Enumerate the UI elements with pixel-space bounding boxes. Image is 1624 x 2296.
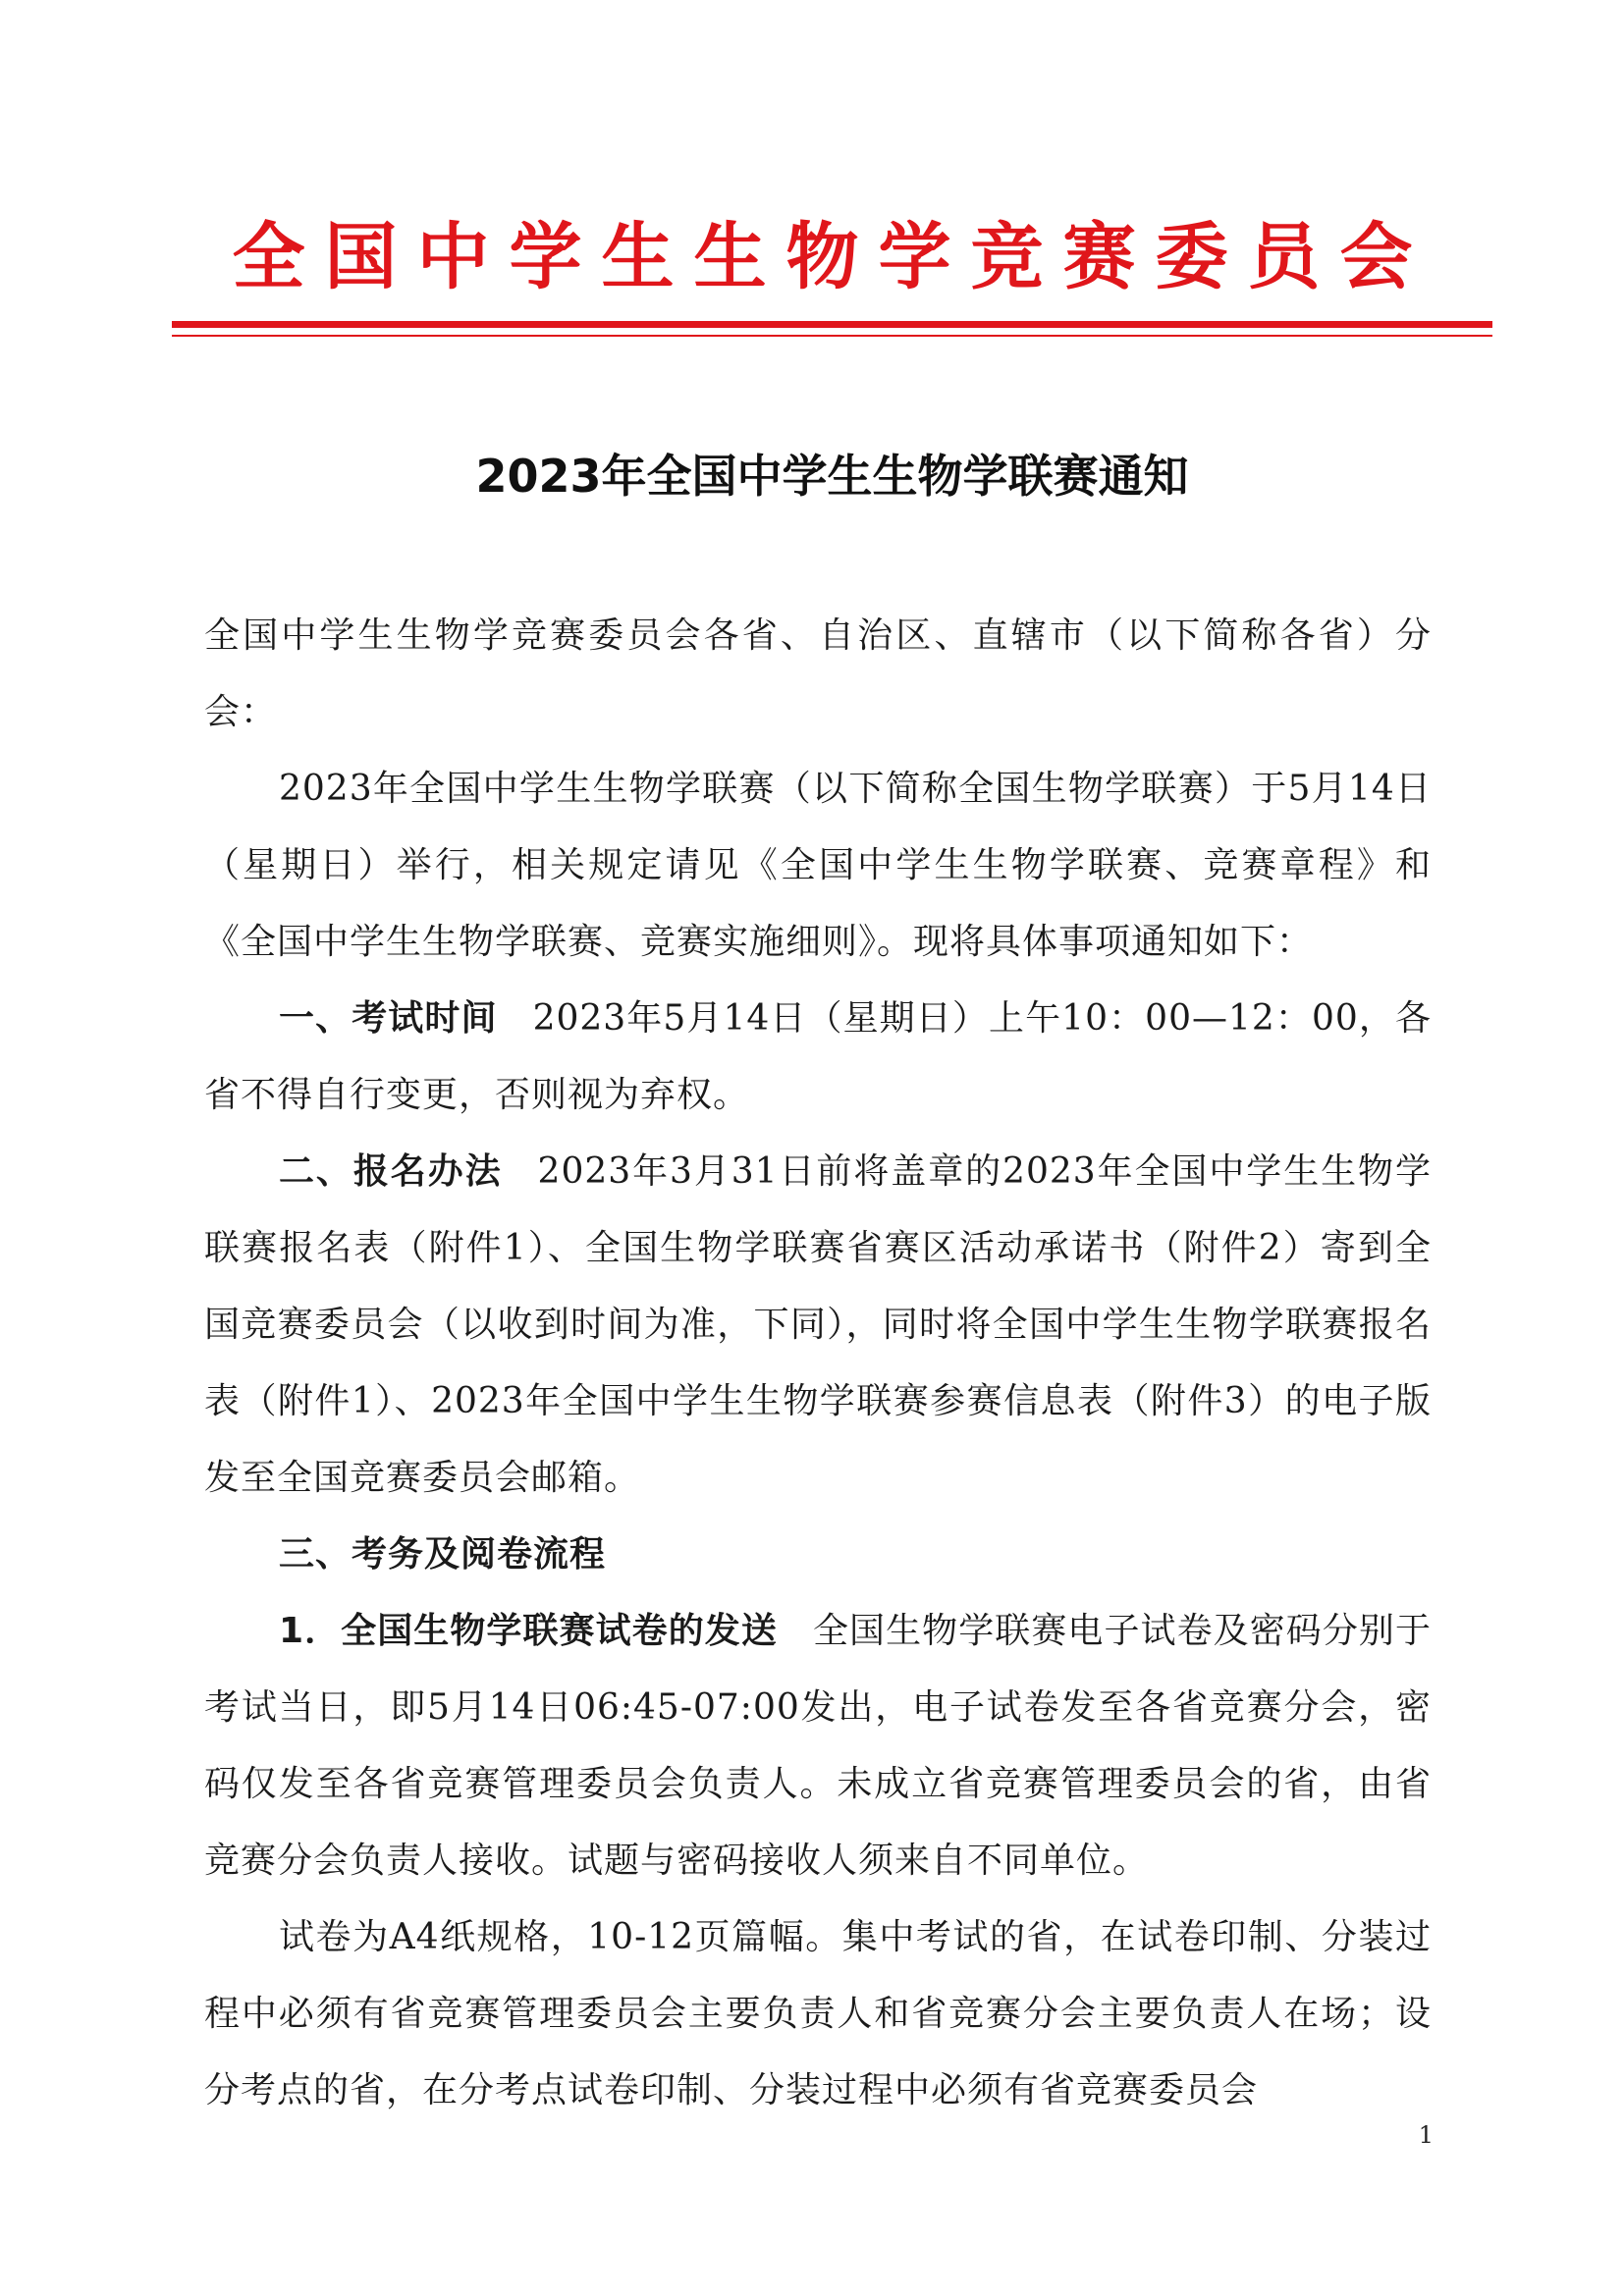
document-body (204, 598, 1432, 2129)
intro-paragraph: 2023年全国中学生生物学联赛（以下简称全国生物学联赛）于5月14日（星期日）举行，相关规定请见《全国中学生生物学联赛、竞赛章程》和《全国中学生生物学联赛、竞赛实施细则》。现将具体事项通知如下： (204, 769, 1432, 962)
process-item-1-heading: 1．全国生物学联赛试卷的发送 (279, 1611, 778, 1651)
document-title: 2023年全国中学生生物学联赛通知 (475, 450, 1189, 503)
letterhead-rule-thin (172, 335, 1492, 337)
process-paragraph-2: 试卷为A4纸规格，10-12页篇幅。集中考试的省，在试卷印制、分装过程中必须有省竞赛管理委员会主要负责人和省竞赛分会主要负责人在场；设分考点的省，在分考点试卷印制、分装过程中必须有省竞赛委员会 (204, 1917, 1432, 2110)
process-item-1-text: 全国生物学联赛电子试卷及密码分别于考试当日，即5月14日06:45-07:00发出，电子试卷发至各省竞赛分会，密码仅发至各省竞赛管理委员会负责人。未成立省竞赛管理委员会的省，由省竞赛分会负责人接收。试题与密码接收人须来自不同单位。 (204, 1611, 1432, 1881)
salutation: 全国中学生生物学竞赛委员会各省、自治区、直辖市（以下简称各省）分会： (204, 615, 1432, 732)
section-heading-registration: 二、报名办法 (279, 1151, 503, 1192)
section-text-registration: 2023年3月31日前将盖章的2023年全国中学生生物学联赛报名表（附件1）、全国生物学联赛省赛区活动承诺书（附件2）寄到全国竞赛委员会（以收到时间为准，下同），同时将全国中学生生物学联赛报名表（附件1）、2023年全国中学生生物学联赛参赛信息表（附件3）的电子版发至全国竞赛委员会邮箱。 (204, 1151, 1432, 1498)
section-exam-time (204, 981, 1432, 1134)
letterhead-org-name: 全国中学生生物学竞赛委员会 (232, 215, 1433, 299)
page-number: 1 (1418, 2121, 1434, 2149)
section-heading-process: 三、考务及阅卷流程 (279, 1534, 607, 1575)
section-text-exam-time: 2023年5月14日（星期日）上午10：00—12：00，各省不得自行变更，否则视为弃权。 (204, 998, 1432, 1115)
section-heading-exam-time: 一、考试时间 (279, 998, 498, 1039)
process-item-1 (204, 1593, 1432, 1899)
letterhead-rule-thick (172, 321, 1492, 328)
section-registration (204, 1134, 1432, 1517)
